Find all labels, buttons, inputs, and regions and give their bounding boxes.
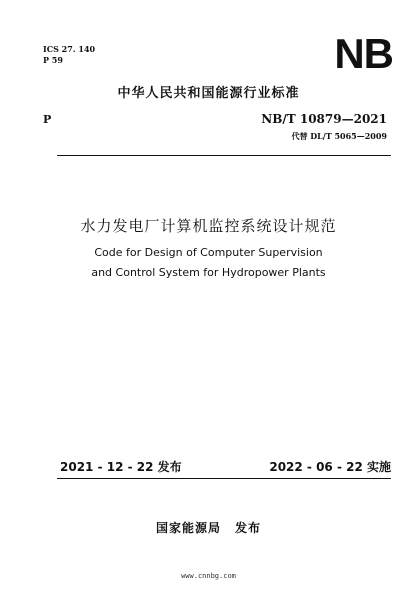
implementation-date: 2022 - 06 - 22 实施 — [269, 460, 391, 474]
title-english-line-2: and Control System for Hydropower Plants — [91, 266, 326, 279]
title-chinese: 水力发电厂计算机监控系统设计规范 — [80, 217, 337, 235]
standard-number: NB/T 10879—2021 — [261, 112, 387, 126]
classification-code: P 59 — [43, 55, 63, 65]
industry-standard-heading: 中华人民共和国能源行业标准 — [117, 86, 300, 101]
top-divider — [57, 155, 391, 156]
replaces-standard: 代替 DL/T 5065—2009 — [291, 131, 387, 141]
nb-logo: NB — [334, 30, 393, 77]
title-english-line-1: Code for Design of Computer Supervision — [94, 246, 323, 259]
issue-date: 2021 - 12 - 22 发布 — [60, 460, 182, 474]
watermark-url: www.cnnbg.com — [181, 572, 236, 580]
category-letter: P — [43, 113, 52, 126]
issue-label: 发布 — [235, 521, 262, 535]
bottom-divider — [57, 478, 391, 479]
ics-code: ICS 27. 140 — [43, 44, 96, 54]
issuer-name: 国家能源局 — [155, 521, 221, 535]
issuer-line — [0, 521, 417, 535]
